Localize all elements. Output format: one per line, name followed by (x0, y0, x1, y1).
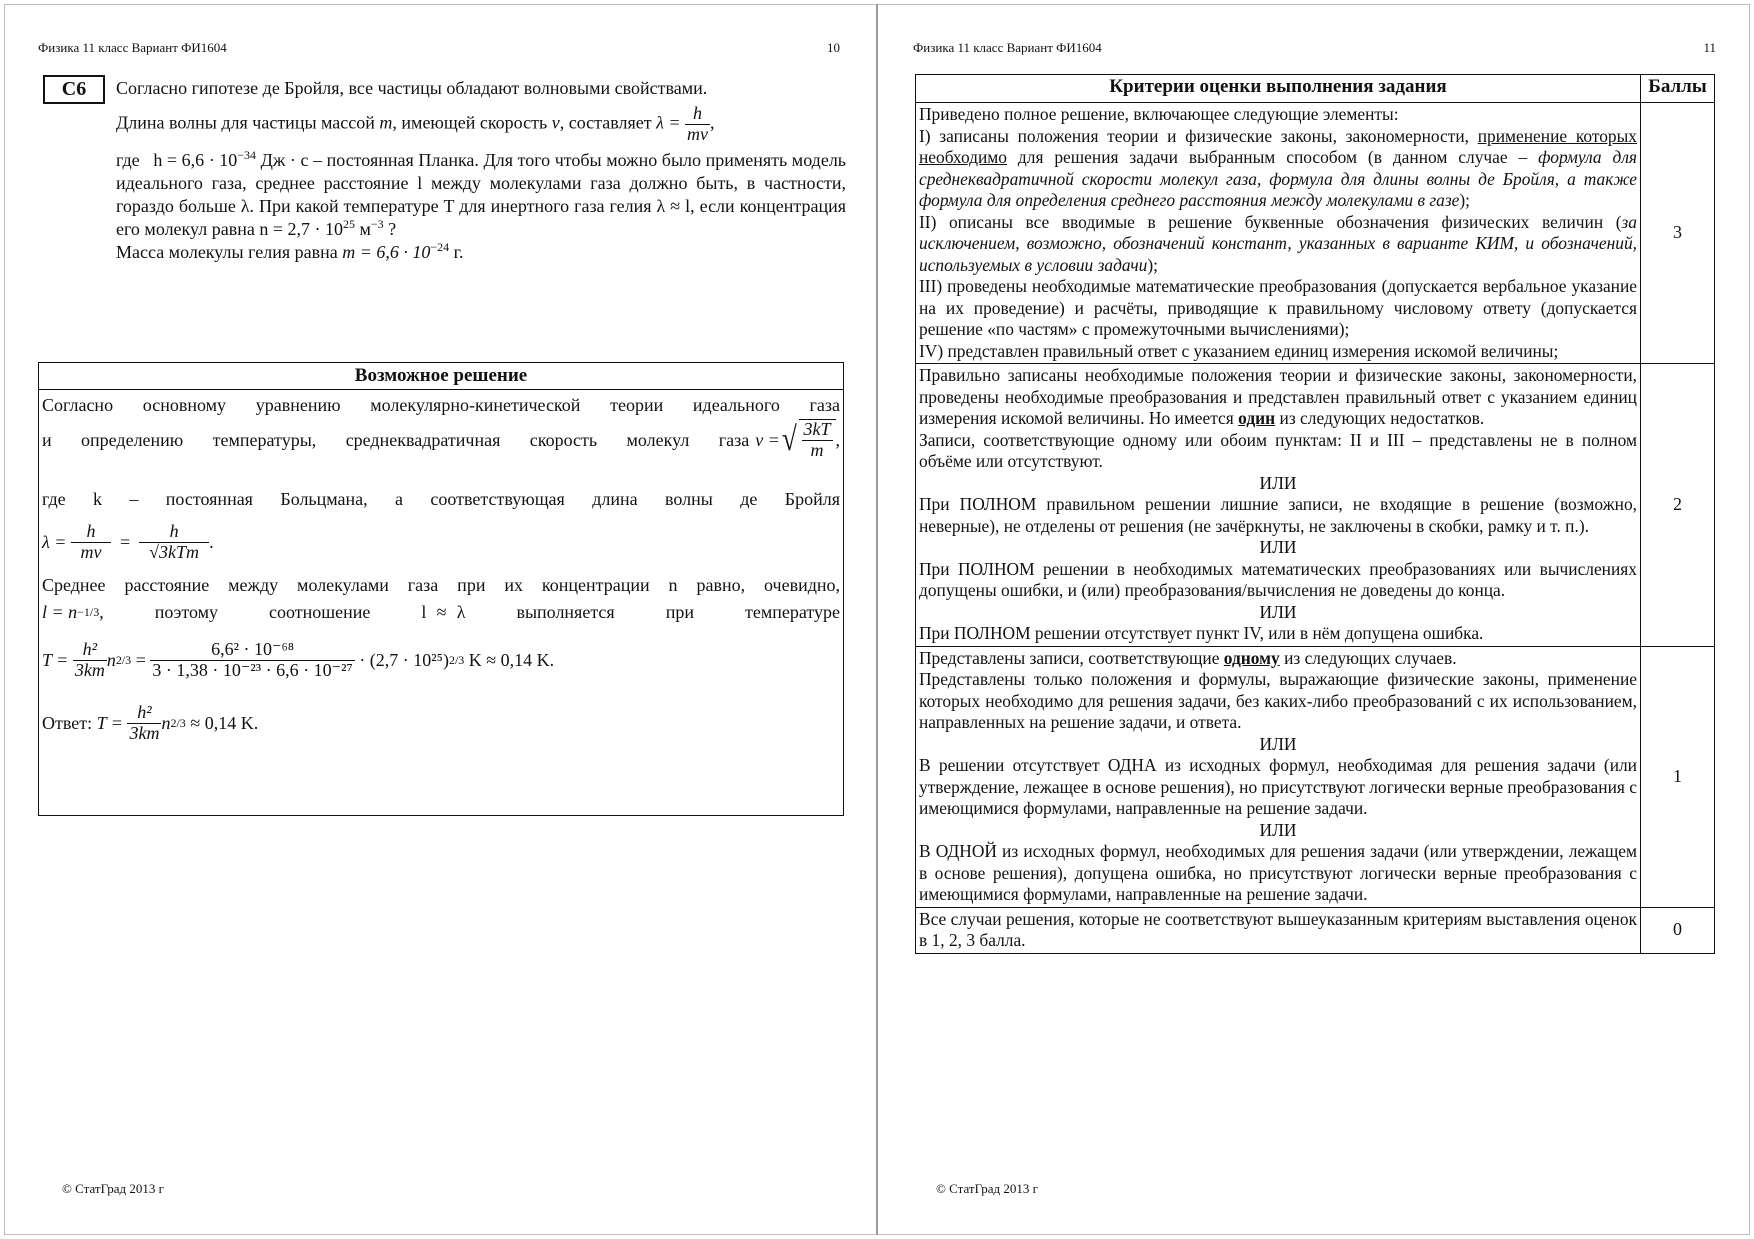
left-header: Физика 11 класс Вариант ФИ1604 (38, 40, 227, 55)
solution-line-6: l = n −1/3 , поэтому соотношение l ≈ λ выполняется при температуре (42, 602, 840, 622)
solution-line-7: T = $\frac{\text{h²}}{3km}$ n 2/3 = $\frac{\text{6,6² · 10⁻⁶⁸}}{\text{3 · 1,38 · 10⁻²³ · 6,6 · 10⁻²⁷}}$ · (2,7 · 10²⁵) 2/3 K ≈ 0,14 K. (42, 638, 555, 680)
solution-body (39, 390, 843, 753)
criteria-column-header: Критерии оценки выполнения задания (916, 75, 1641, 103)
criteria-row-1 (916, 646, 1715, 907)
points-cell: 0 (1641, 907, 1715, 953)
criteria-text: Все случаи решения, которые не соответствуют вышеуказанным критериям выставления оценок в 1, 2, 3 балла. (916, 907, 1641, 953)
points-cell: 1 (1641, 646, 1715, 907)
criteria-row-3 (916, 103, 1715, 364)
left-page-number: 10 (827, 40, 840, 55)
criteria-text: Правильно записаны необходимые положения теории и физические законы, закономерности, проведены необходимые преобразования и представлен правильный ответ с указанием единиц измерения искомой величины. Но имеется один из следующих недостатков. Записи, соответствующие одному или обоим пунктам: II и III – представлены не в полном объёме или отсутствуют. ИЛИ При ПОЛНОМ правильном решении лишние записи, не входящие в решение (возможно, неверные), не отделены от решения (не зачёркнуты, не заключены в скобки, рамку и т. п.). ИЛИ При ПОЛНОМ решении в необходимых математических преобразованиях или вычислениях допущены ошибки, и (или) преобразования/вычисления не доведены до конца. ИЛИ При ПОЛНОМ решении отсутствует пункт IV, или в нём допущена ошибка. (916, 364, 1641, 647)
points-cell: 3 (1641, 103, 1715, 364)
criteria-table (915, 74, 1715, 954)
criteria-header-row (916, 75, 1715, 103)
task-label: С6 (43, 75, 105, 104)
task-statement (116, 77, 846, 264)
solution-answer: Ответ: T = $\frac{\text{h²}}{3km}$ n 2/3 ≈ 0,14 K. (42, 701, 259, 743)
solution-line-1: Согласно основному уравнению молекулярно-кинетической теории идеального газа (42, 395, 840, 415)
solution-line-4: λ = $\frac{h}{mv}$ = $\frac{h}{\text{√3kTm}}$ . (42, 520, 214, 562)
task-para-2: Длина волны для частицы массой m, имеющей скорость v, составляет λ = $\frac{h}{mv}$ , (116, 103, 715, 144)
criteria-text: Приведено полное решение, включающее следующие элементы: I) записаны положения теории и физические законы, закономерности, применение которых необходимо для решения задачи выбранным способом (в данном случае – формула для среднеквадратичной скорости молекул газа, формула для длины волны де Бройля, а также формула для определения среднего расстояния между молекулами в газе); II) описаны все вводимые в решение буквенные обозначения физических величин (за исключением, возможно, обозначений констант, указанных в варианте КИМ, и обозначений, используемых в условии задачи); III) проведены необходимые математические преобразования (допускается вербальное указание на их проведение) и расчёты, приводящие к правильному числовому ответу (допускается решение «по частям» с промежуточными вычислениями); IV) представлен правильный ответ с указанием единиц измерения искомой величины; (916, 103, 1641, 364)
rms-speed-root: √ $\frac{3kT}{m}$ (780, 419, 836, 461)
right-page (878, 4, 1750, 1235)
solution-line-3: где k – постоянная Больцмана, а соответствующая длина волны де Бройля (42, 489, 840, 509)
criteria-text: Представлены записи, соответствующие одному из следующих случаев. Представлены только положения и формулы, выражающие физические законы, применение которых необходимо для решения задачи, без каких-либо преобразований с их использованием, направленных на решение задачи, и ответа. ИЛИ В решении отсутствует ОДНА из исходных формул, необходимая для решения задачи (или утверждение, лежащее в основе решения), но присутствуют логически верные преобразования с имеющимися формулами, направленные на решение задачи. ИЛИ В ОДНОЙ из исходных формул, необходимых для решения задачи (или утверждении, лежащем в основе решения), допущена ошибка, но присутствуют логически верные преобразования с имеющимися формулами, направленные на решение задачи. (916, 646, 1641, 907)
left-page (4, 4, 876, 1235)
points-column-header: Баллы (1641, 75, 1715, 103)
right-footer: © СтатГрад 2013 г (936, 1181, 1038, 1196)
criteria-row-2 (916, 364, 1715, 647)
points-cell: 2 (1641, 364, 1715, 647)
solution-title: Возможное решение (39, 363, 843, 390)
solution-box (38, 362, 844, 816)
task-para-1: Согласно гипотезе де Бройля, все частицы обладают волновыми свойствами. (116, 78, 708, 98)
task-para-3: где $h = 6,6 \cdot 10^{-34}$ Дж · с – постоянная Планка. Для того чтобы можно было применять модель идеального газа, среднее расстояние l между молекулами газа должно быть, в частности, гораздо больше λ. При какой температуре T для инертного газа гелия λ ≈ l, если концентрация его молекул равна $n = 2,7 \cdot 10^{25}$ $м^{-3}$ ? (116, 147, 847, 239)
right-page-number: 11 (1703, 40, 1716, 55)
task-mass: Масса молекулы гелия равна $m = 6,6 \cdot 10^{-24}$ г. (116, 239, 464, 262)
wavelength-fraction: $\frac{h}{mv}$ (687, 103, 709, 144)
left-footer: © СтатГрад 2013 г (62, 1181, 164, 1196)
solution-line-2: и определению температуры, среднеквадратичная скорость молекул газа v = √ $\frac{3kT}{m}$ , (42, 419, 840, 460)
criteria-row-0 (916, 907, 1715, 953)
solution-line-5: Среднее расстояние между молекулами газа при их концентрации n равно, очевидно, (42, 575, 840, 595)
right-header: Физика 11 класс Вариант ФИ1604 (913, 40, 1102, 55)
